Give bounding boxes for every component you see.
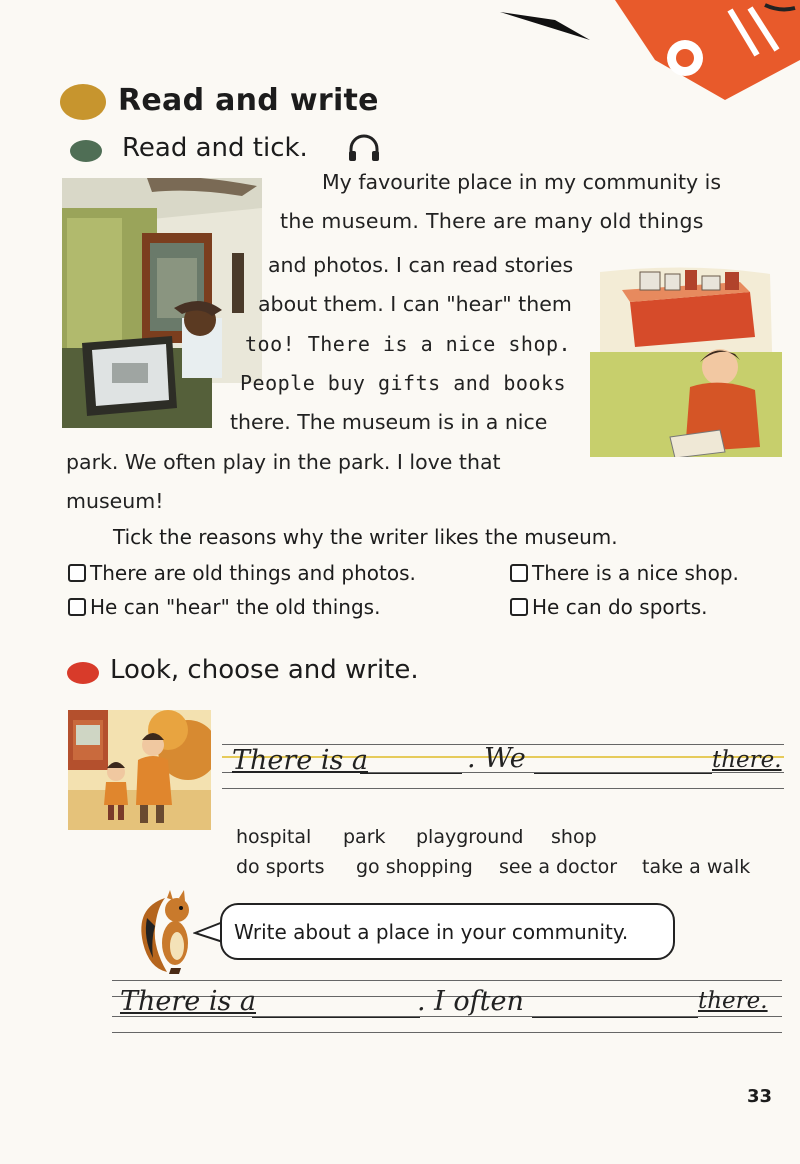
answer-blank-activity[interactable] bbox=[534, 773, 712, 774]
checkbox[interactable] bbox=[510, 564, 528, 582]
passage-line-4: about them. I can "hear" them bbox=[258, 292, 572, 316]
option-label: There are old things and photos. bbox=[90, 561, 416, 585]
park-walk-illustration bbox=[68, 710, 211, 830]
passage-line-7: there. The museum is in a nice bbox=[230, 410, 548, 434]
section-dot-main bbox=[60, 84, 106, 120]
word-park: park bbox=[343, 826, 386, 848]
tick-option-1[interactable] bbox=[68, 561, 416, 585]
answer-blank-place[interactable] bbox=[360, 773, 462, 774]
gift-shop-illustration bbox=[590, 262, 782, 470]
tick-instruction: Tick the reasons why the writer likes the museum. bbox=[113, 525, 618, 549]
word-shop: shop bbox=[551, 826, 597, 848]
corner-decoration bbox=[495, 0, 800, 105]
section-dot-look bbox=[67, 662, 99, 684]
writing-prompt: Write about a place in your community. bbox=[234, 920, 629, 944]
headphones-icon[interactable] bbox=[346, 134, 382, 164]
word-go-shopping: go shopping bbox=[356, 856, 473, 878]
checkbox[interactable] bbox=[68, 564, 86, 582]
passage-line-1: My favourite place in my community is bbox=[322, 170, 722, 194]
writing-line-2 bbox=[112, 978, 782, 1034]
passage-line-5: too! There is a nice shop. bbox=[245, 332, 572, 356]
subtitle-look-choose-write: Look, choose and write. bbox=[110, 655, 419, 685]
sentence-end: there. bbox=[698, 988, 768, 1014]
tick-option-2[interactable] bbox=[510, 561, 739, 585]
passage-line-8: park. We often play in the park. I love that bbox=[66, 450, 501, 474]
sentence-start: There is a bbox=[120, 986, 257, 1017]
sentence-middle: . We bbox=[467, 743, 526, 774]
passage-line-3: and photos. I can read stories bbox=[268, 253, 574, 277]
section-title-read-and-write: Read and write bbox=[118, 83, 379, 118]
checkbox[interactable] bbox=[68, 598, 86, 616]
writing-line-1 bbox=[222, 742, 784, 792]
squirrel-mascot-icon bbox=[135, 888, 195, 976]
speech-bubble bbox=[220, 903, 675, 960]
passage-line-2: the museum. There are many old things bbox=[280, 209, 704, 233]
word-see-a-doctor: see a doctor bbox=[499, 856, 618, 878]
answer-blank-place[interactable] bbox=[252, 1017, 420, 1018]
section-dot-read bbox=[70, 140, 102, 162]
tick-option-4[interactable] bbox=[510, 595, 707, 619]
page-number: 33 bbox=[746, 1086, 772, 1107]
passage-line-9: museum! bbox=[66, 489, 164, 513]
word-take-a-walk: take a walk bbox=[642, 856, 751, 878]
option-label: He can do sports. bbox=[532, 595, 708, 619]
sentence-start: There is a bbox=[232, 745, 369, 776]
word-hospital: hospital bbox=[236, 826, 312, 848]
answer-blank-activity[interactable] bbox=[532, 1017, 698, 1018]
checkbox[interactable] bbox=[510, 598, 528, 616]
option-label: He can "hear" the old things. bbox=[90, 595, 381, 619]
option-label: There is a nice shop. bbox=[532, 561, 739, 585]
word-playground: playground bbox=[416, 826, 524, 848]
museum-illustration bbox=[62, 178, 262, 428]
tick-option-3[interactable] bbox=[68, 595, 380, 619]
sentence-end: there. bbox=[712, 747, 782, 773]
word-do-sports: do sports bbox=[236, 856, 325, 878]
passage-line-6: People buy gifts and books bbox=[240, 371, 567, 395]
subtitle-read-and-tick: Read and tick. bbox=[122, 133, 308, 163]
sentence-middle: . I often bbox=[417, 986, 524, 1017]
